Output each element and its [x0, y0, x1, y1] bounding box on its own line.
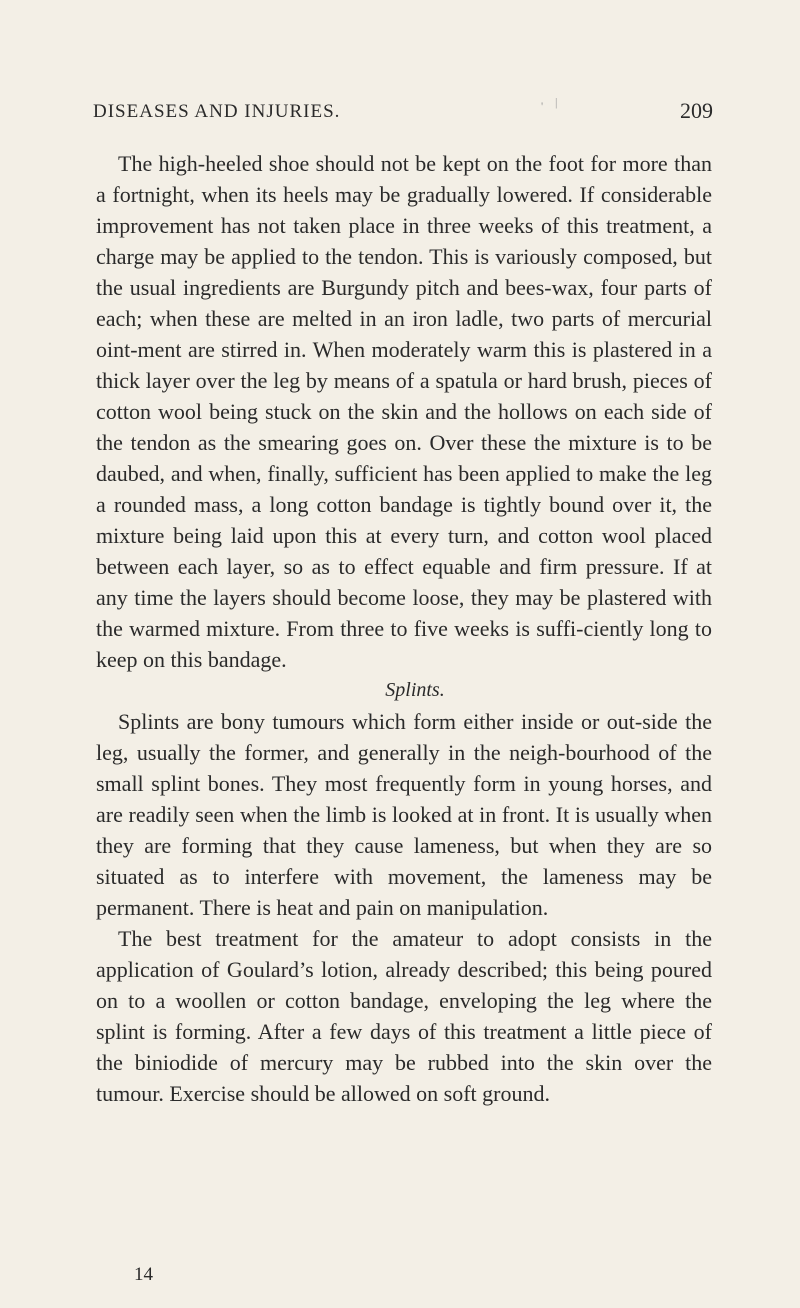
paragraph: Splints are bony tumours which form either inside or out-side the leg, usually the former, and generally in the neigh-bourhood of the small splint bones. They most frequently form in young horses, and are readily seen when the limb is looked at in front. It is usually when they are forming that they cause lameness, but when they are so situated as to interfere with movement, the lameness may be permanent. There is heat and pain on manipulation.: [96, 709, 712, 920]
stray-mark: ': [541, 99, 545, 113]
page-number: 209: [680, 98, 713, 123]
stray-mark: |: [555, 95, 559, 109]
section-heading: Splints.: [385, 679, 445, 701]
paragraph: The best treatment for the amateur to adopt consists in the application of Goulard’s lotion, already described; this being poured on to a woollen or cotton bandage, enveloping the leg where the splint is forming. After a few days of this treatment a little piece of the biniodide of mercury may be rubbed into the skin over the tumour. Exercise should be allowed on soft ground.: [96, 926, 712, 1106]
signature-mark: 14: [134, 1264, 153, 1285]
running-head: [93, 95, 713, 131]
body-text: [96, 148, 712, 1109]
running-title: DISEASES AND INJURIES.: [93, 101, 341, 122]
paragraph: The high-heeled shoe should not be kept on the foot for more than a fortnight, when its heels may be gradually lowered. If considerable improvement has not taken place in three weeks of this treatment, a charge may be applied to the tendon. This is variously composed, but the usual ingredients are Burgundy pitch and bees-wax, four parts of each; when these are melted in an iron ladle, two parts of mercurial oint-ment are stirred in. When moderately warm this is plastered in a thick layer over the leg by means of a spatula or hard brush, pieces of cotton wool being stuck on the skin and the hollows on each side of the tendon as the smearing goes on. Over these the mixture is to be daubed, and when, finally, sufficient has been applied to make the leg a rounded mass, a long cotton bandage is tightly bound over it, the mixture being laid upon this at every turn, and cotton wool placed between each layer, so as to effect equable and firm pressure. If at any time the layers should become loose, they may be plastered with the warmed mixture. From three to five weeks is suffi-ciently long to keep on this bandage.: [96, 151, 712, 672]
